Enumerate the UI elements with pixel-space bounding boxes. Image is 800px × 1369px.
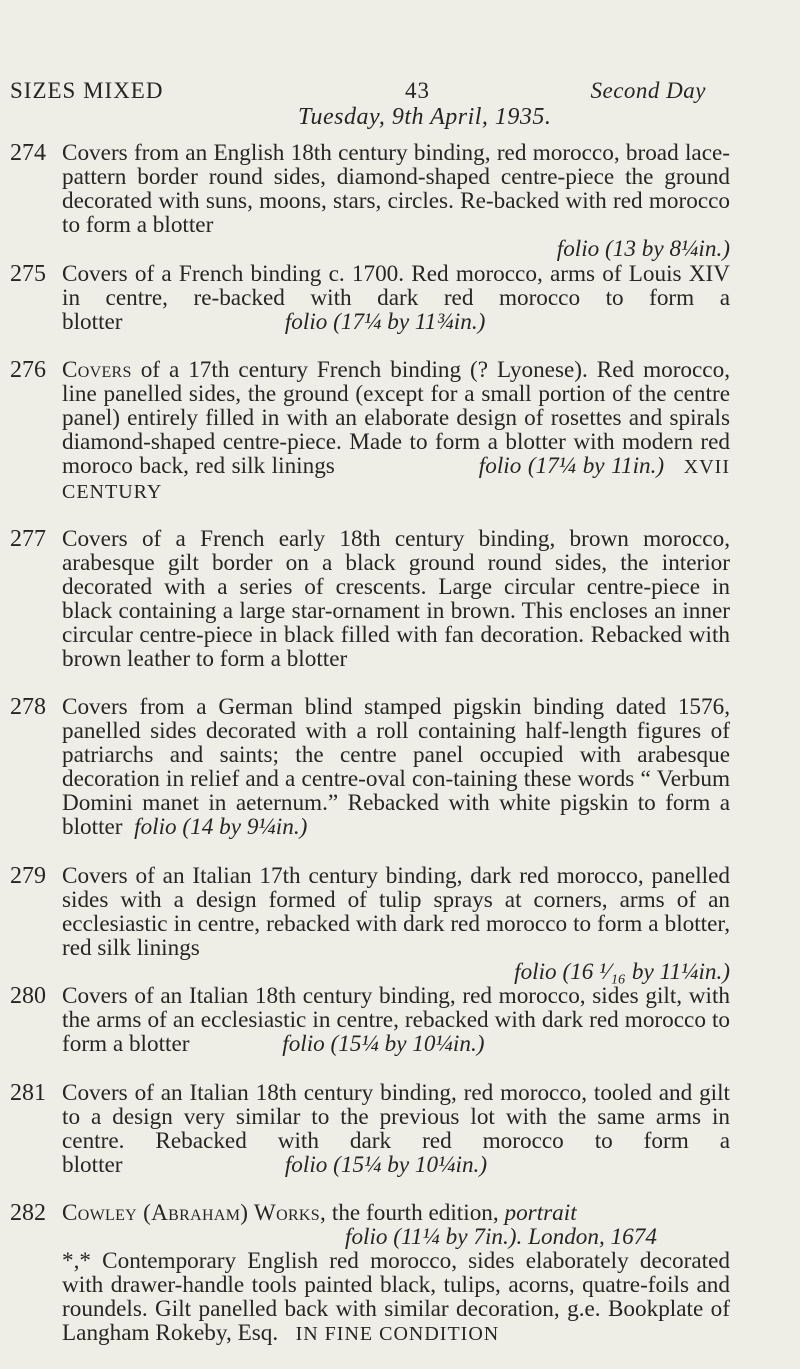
lot-number: 281 <box>10 1080 46 1106</box>
lot-282 <box>10 1201 730 1346</box>
running-header-right: Second Day <box>590 78 706 103</box>
lot-description <box>62 358 730 504</box>
lot-format: folio (11¼ by 7in.). London, 1674 <box>345 1224 657 1250</box>
lot-number: 278 <box>10 694 46 720</box>
lot-text: Covers of an Italian 18th century binding, red morocco, sides gilt, with the arms of an ecclesiastic in centre, rebacked with dark red morocco to form a blotter <box>62 983 730 1057</box>
lot-278 <box>10 695 730 839</box>
sale-date: Tuesday, 9th April, 1935. <box>298 104 552 130</box>
lot-275 <box>10 262 730 334</box>
lot-number: 280 <box>10 983 46 1009</box>
lot-description: Covers of an Italian 17th century binding, dark red morocco, panelled sides with a design formed of tulip sprays at corners, arms of an ecclesiastic in centre, rebacked with dark red morocco to form a blotter, red silk linings <box>62 863 730 961</box>
lot-number: 282 <box>10 1200 46 1226</box>
lot-280 <box>10 984 730 1056</box>
lot-text: Covers of an Italian 18th century binding, red morocco, tooled and gilt to a design very similar to the previous lot with the same arms in centre. Rebacked with dark red morocco to form a blotter <box>62 1080 730 1178</box>
lot-format: folio (15¼ by 10¼in.) <box>284 1152 488 1178</box>
lot-format: folio (14 by 9¼in.) <box>134 814 308 840</box>
lot-text: the fourth edition, <box>326 1200 505 1226</box>
lot-description <box>62 1201 730 1225</box>
lot-format: folio (15¼ by 10¼in.) <box>282 1031 485 1057</box>
page-number: 43 <box>405 78 430 103</box>
lot-format: folio (17¼ by 11in.) <box>478 453 665 479</box>
lot-279 <box>10 864 730 984</box>
lot-format: folio (17¼ by 11¾in.) <box>284 309 486 335</box>
lot-note <box>62 1249 730 1346</box>
lot-text-italic: portrait <box>504 1200 577 1226</box>
lot-description: Covers from an English 18th century binding, red morocco, broad lace-pattern border round sides, diamond-shaped centre-piece the ground decorated with suns, moons, stars, circles. Re-backed with red morocco to form a blotter <box>62 140 730 238</box>
lot-lead: Covers <box>62 357 132 383</box>
lot-number: 275 <box>10 261 46 287</box>
lot-description <box>62 262 730 334</box>
lot-tag: IN FINE CONDITION <box>295 1323 500 1345</box>
lot-number: 277 <box>10 526 46 552</box>
lot-276 <box>10 358 730 504</box>
lot-number: 276 <box>10 357 46 383</box>
lot-description: Covers of a French early 18th century binding, brown morocco, arabesque gilt border on a black ground round sides, the interior decorated with a series of crescents. Large circular centre-piece in black containing a large star-ornament in brown. This encloses an inner circular centre-piece in black filled with fan decoration. Rebacked with brown leather to form a blotter <box>62 526 730 672</box>
lot-number: 279 <box>10 863 46 889</box>
lot-description <box>62 695 730 839</box>
lot-number: 274 <box>10 140 46 166</box>
lot-description <box>62 984 730 1056</box>
lot-277 <box>10 527 730 671</box>
lot-format: folio (13 by 8¼in.) <box>556 236 730 262</box>
lot-description <box>62 1081 730 1177</box>
lot-format: folio (16 ¹⁄₁₆ by 11¼in.) <box>514 959 730 985</box>
lot-text: Covers from a German blind stamped pigskin binding dated 1576, panelled sides decorated with a roll containing half-length figures of patriarchs and saints; the centre panel occupied with arabesque decoration in relief and a centre-oval con-taining these words “ Verbum Domini manet in aeternum.” Rebacked with white pigskin to form a blotter <box>62 694 730 840</box>
lot-text: of a 17th century French binding (? Lyonese). Red morocco, line panelled sides, the ground (except for a small portion of the centre panel) entirely filled in with an elaborate design of rosettes and spirals diamond-shaped centre-piece. Made to form a blotter with modern red moroco back, red silk linings <box>62 357 730 479</box>
lot-lead: Cowley (Abraham) Works, <box>62 1200 327 1226</box>
lot-tag: XVII CENTURY <box>62 456 731 503</box>
lot-274 <box>10 141 730 261</box>
running-header-left: SIZES MIXED <box>10 78 164 103</box>
lot-281 <box>10 1081 730 1177</box>
lot-text: Covers of a French binding c. 1700. Red morocco, arms of Louis XIV in centre, re-backed with dark red morocco to form a blotter <box>62 261 730 335</box>
lot-note-text: *,* Contemporary English red morocco, sides elaborately decorated with drawer-handle tools painted black, tulips, acorns, quatre-foils and roundels. Gilt panelled back with similar decoration, g.e. Bookplate of Langham Rokeby, Esq. <box>62 1248 730 1346</box>
